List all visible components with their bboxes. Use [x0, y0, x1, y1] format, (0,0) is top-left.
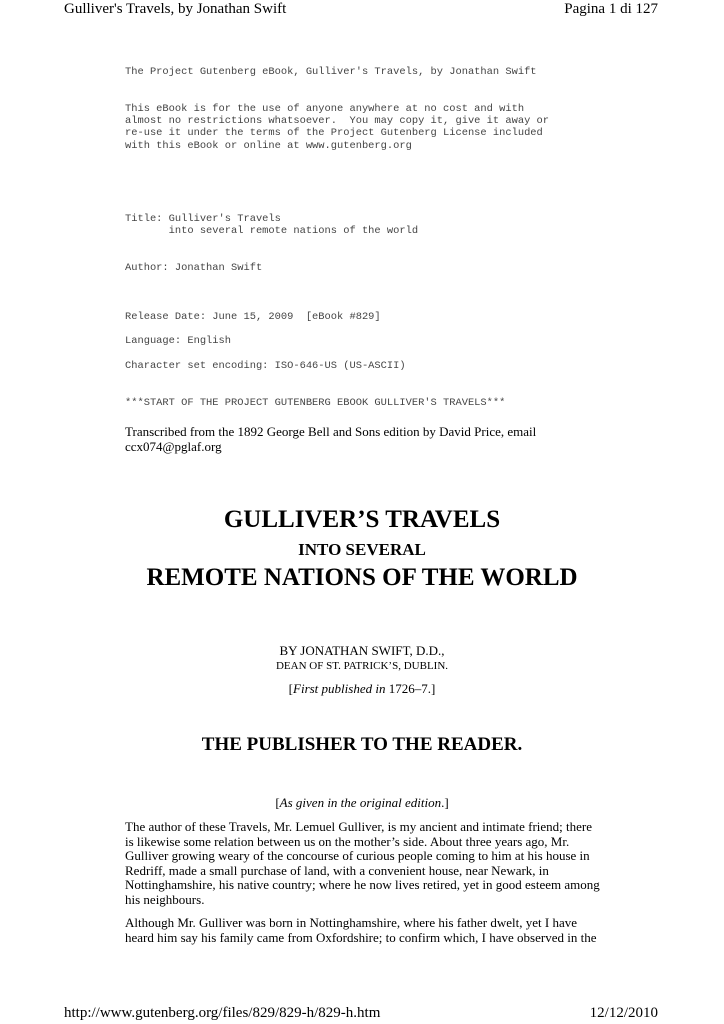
- license-text: This eBook is for the use of anyone anywhere at no cost and with almost no restrictions whatsoever. You may copy it, give it away or re-use it under the terms of the Project Gutenberg License included with this eBook or online at www.gutenberg.org: [125, 103, 550, 152]
- edition-note: [As given in the original edition.]: [275, 795, 449, 810]
- publication-note-italic: First published in: [293, 681, 386, 696]
- transcription-note: Transcribed from the 1892 George Bell and Sons edition by David Price, email ccx074@pglaf.org: [125, 424, 537, 454]
- edition-note-italic: As given in the original edition: [279, 795, 442, 810]
- start-marker: ***START OF THE PROJECT GUTENBERG EBOOK GULLIVER'S TRAVELS***: [125, 397, 506, 409]
- page-url: http://www.gutenberg.org/files/829/829-h/829-h.htm: [64, 1005, 381, 1021]
- paragraph: Although Mr. Gulliver was born in Nottinghamshire, where his father dwelt, yet I have heard him say his family came from Oxfordshire; to confirm which, I have observed in the: [125, 915, 597, 945]
- book-title: GULLIVER’S TRAVELS: [223, 506, 501, 533]
- document-title: Gulliver's Travels, by Jonathan Swift: [64, 1, 287, 17]
- ebook-author-line: Author: Jonathan Swift: [125, 262, 263, 274]
- print-date: 12/12/2010: [589, 1005, 658, 1021]
- paragraph: The author of these Travels, Mr. Lemuel Gulliver, is my ancient and intimate friend; there is likewise some relation between us on the mother’s side. About three years ago, Mr. Gulliver growing weary of the concourse of curious people coming to him at his house in Redriff, made a small purchase of land, with a convenient house, near Newark, in Nottinghamshire, his native country; where he now lives retired, yet in good esteem among his neighbours.: [125, 819, 600, 907]
- ebook-title-line: Title: Gulliver's Travels into several remote nations of the world: [125, 213, 419, 238]
- publication-note: [First published in 1726–7.]: [288, 681, 436, 696]
- release-date-line: Release Date: June 15, 2009 [eBook #829]: [125, 311, 381, 323]
- encoding-line: Character set encoding: ISO-646-US (US-ASCII): [125, 360, 406, 372]
- author-byline: BY JONATHAN SWIFT, D.D.,: [279, 643, 445, 658]
- book-title-second-line: REMOTE NATIONS OF THE WORLD: [146, 564, 578, 591]
- page-indicator: Pagina 1 di 127: [564, 1, 658, 17]
- language-line: Language: English: [125, 335, 232, 347]
- section-heading: THE PUBLISHER TO THE READER.: [201, 734, 523, 755]
- ebook-intro-line: The Project Gutenberg eBook, Gulliver's Travels, by Jonathan Swift: [125, 66, 537, 78]
- book-subtitle: INTO SEVERAL: [298, 540, 426, 559]
- author-title: DEAN OF ST. PATRICK’S, DUBLIN.: [275, 660, 449, 672]
